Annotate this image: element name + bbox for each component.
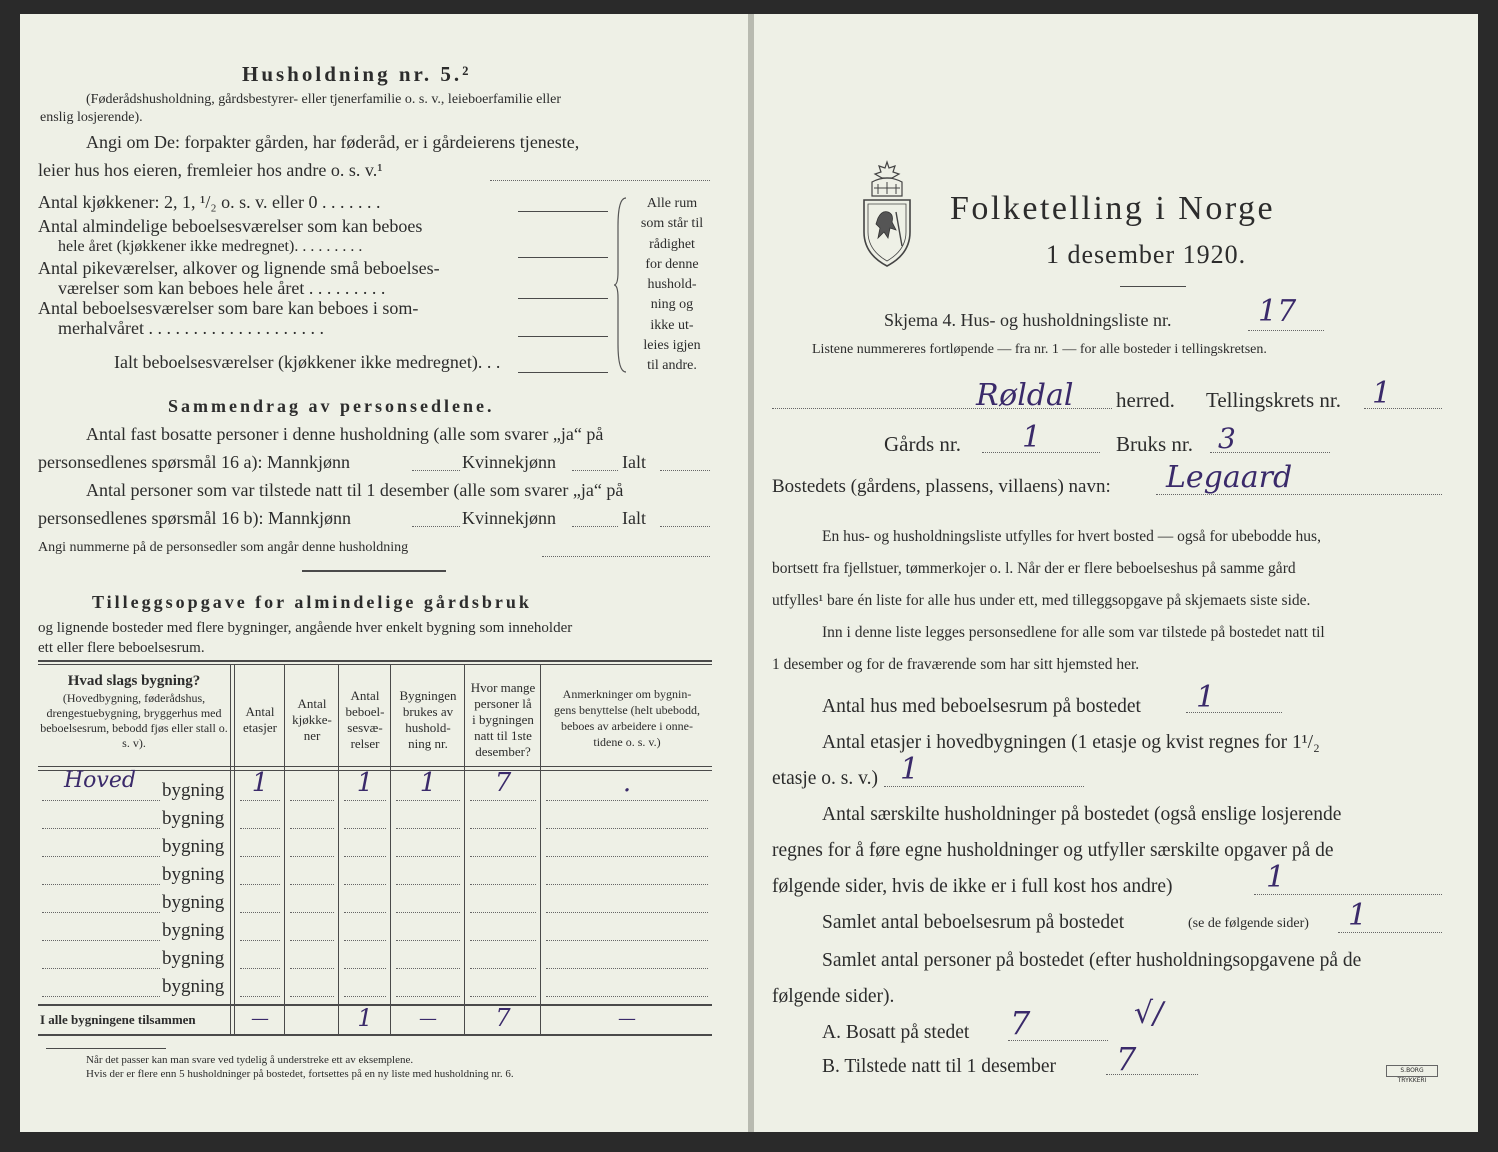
col-header-etasjer: Antal etasjer bbox=[243, 704, 277, 735]
main-date: 1 desember 1920. bbox=[1046, 240, 1247, 269]
para2-line-1: Inn i denne liste legges personsedlene for alle som var tilstede på bostedet natt til bbox=[822, 624, 1325, 641]
tellingskrets-label: Tellingskrets nr. bbox=[1206, 388, 1342, 412]
building-row-label: bygning bbox=[162, 836, 225, 857]
summary-kvinne-2: Kvinnekjønn bbox=[462, 508, 556, 528]
right-page bbox=[754, 14, 1478, 1132]
summary-ialt-2: Ialt bbox=[622, 508, 646, 528]
para1-line-1: En hus- og husholdningsliste utfylles for hvert bosted — også for ubebodde hus, bbox=[822, 528, 1321, 545]
rooms-ordinary-2: hele året (kjøkkener ikke medregnet). . . . . . . . . bbox=[58, 238, 363, 255]
building-row-label: bygning bbox=[162, 892, 225, 913]
col-header-anmerkninger: Anmerkninger om bygnin- gens benyttelse (helt ubebodd, beboes av arbeidere i onne- tidene o. s. v.) bbox=[554, 687, 700, 749]
building-name: Hoved bbox=[64, 768, 136, 793]
side-note: Alle rum som står til rådighet for denne hushold- ning og ikke ut- leies igjen til andre. bbox=[640, 196, 704, 374]
q-hus-value: 1 bbox=[1196, 680, 1216, 715]
tillegg-title: Tilleggsopgave for almindelige gårdsbruk bbox=[92, 592, 532, 612]
q-hush-line-1: Antal særskilte husholdninger på bostedet (også enslige losjerende bbox=[822, 804, 1342, 825]
col-header-kjokken: Antal kjøkke- ner bbox=[292, 696, 332, 743]
footnote-1: Når det passer kan man svare ved tydelig å understreke ett av eksemplene. bbox=[86, 1054, 414, 1066]
building-row-label: bygning bbox=[162, 976, 225, 997]
summary-ialt-1: Ialt bbox=[622, 452, 646, 472]
total-anmerkninger: — bbox=[618, 1008, 636, 1029]
q-etasjer-line-2: etasje o. s. v.) bbox=[772, 768, 878, 789]
coat-of-arms-icon bbox=[858, 160, 916, 270]
bosted-label: Bostedets (gårdens, plassens, villaens) navn: bbox=[772, 476, 1111, 497]
angi-nummer: Angi nummerne på de personsedler som angår denne husholdning bbox=[38, 540, 409, 555]
b-label: B. Tilstede natt til 1 desember bbox=[822, 1056, 1056, 1077]
angi-line-2: leier hus hos eieren, fremleier hos andre o. s. v.¹ bbox=[38, 160, 383, 180]
building-row-label: bygning bbox=[162, 948, 225, 969]
skjema-number: 17 bbox=[1258, 294, 1297, 329]
para1-line-3: utfylles¹ bare én liste for alle hus under ett, med tilleggsopgave på skjemaets siste side. bbox=[772, 592, 1311, 609]
tillegg-line-1: og lignende bosteder med flere bygninger, angående hver enkelt bygning som inneholder bbox=[38, 620, 573, 636]
household-title: Husholdning nr. 5.² bbox=[242, 62, 472, 86]
herred-label: herred. bbox=[1116, 388, 1175, 412]
para1-line-2: bortsett fra fjellstuer, tømmerkojer o. l. Når der er flere beboelseshus på samme gård bbox=[772, 560, 1296, 577]
rooms-maid-1: Antal pikeværelser, alkover og lignende små beboelses- bbox=[38, 258, 440, 278]
q-rum-small: (se de følgende sider) bbox=[1188, 916, 1309, 931]
main-title: Folketelling i Norge bbox=[950, 190, 1276, 227]
b-value: 7 bbox=[1116, 1040, 1137, 1078]
rooms-total: Ialt beboelsesværelser (kjøkkener ikke medregnet). . . bbox=[114, 352, 501, 372]
q-rum-value: 1 bbox=[1348, 898, 1368, 933]
cell-anm: . bbox=[622, 768, 632, 798]
tillegg-line-2: ett eller flere beboelsesrum. bbox=[38, 640, 205, 656]
q-etasjer-value: 1 bbox=[900, 752, 920, 787]
bruks-value: 3 bbox=[1218, 422, 1236, 455]
tellingskrets-value: 1 bbox=[1372, 376, 1392, 411]
intro-line-2: enslig losjerende). bbox=[40, 110, 143, 125]
col-header-husholdning: Bygningen brukes av hushold- ning nr. bbox=[399, 688, 457, 751]
angi-line-1: Angi om De: forpakter gården, har føderåd, er i gårdeierens tjeneste, bbox=[86, 132, 580, 152]
brace-icon bbox=[614, 196, 630, 374]
q-rum-label: Samlet antal beboelsesrum på bostedet bbox=[822, 912, 1125, 933]
total-label: I alle bygningene tilsammen bbox=[40, 1012, 196, 1027]
herred-value: Røldal bbox=[976, 378, 1074, 413]
rooms-summer-1: Antal beboelsesværelser som bare kan beboes i som- bbox=[38, 298, 419, 318]
col-header-vaerelser: Antal beboel- sesvæ- relser bbox=[345, 688, 385, 751]
q-pers-line-1: Samlet antal personer på bostedet (efter husholdningsopgavene på de bbox=[822, 950, 1362, 971]
left-page bbox=[20, 14, 748, 1132]
a-value: 7 bbox=[1010, 1004, 1031, 1042]
a-label: A. Bosatt på stedet bbox=[822, 1022, 970, 1043]
summary-title: Sammendrag av personsedlene. bbox=[168, 396, 495, 416]
listene-note: Listene nummereres fortløpende — fra nr. 1 — for alle bosteder i tellingskretsen. bbox=[812, 342, 1267, 357]
bruks-label: Bruks nr. bbox=[1116, 432, 1194, 456]
cell-etasjer: 1 bbox=[251, 768, 269, 798]
para2-line-2: 1 desember og for de fraværende som har sitt hjemsted her. bbox=[772, 656, 1140, 673]
rooms-summer-2: merhalvåret . . . . . . . . . . . . . . . . . . . . bbox=[58, 318, 324, 338]
q-etasjer-line-1: Antal etasjer i hovedbygningen (1 etasje og kvist regnes for 1¹/₂ bbox=[822, 732, 1320, 753]
check-mark: √/ bbox=[1134, 996, 1164, 1031]
total-vaerelser: 1 bbox=[357, 1004, 373, 1032]
gards-value: 1 bbox=[1022, 420, 1042, 455]
summary-line-4: personsedlenes spørsmål 16 b): Mannkjønn bbox=[38, 508, 351, 528]
skjema-label: Skjema 4. Hus- og husholdningsliste nr. bbox=[884, 310, 1172, 330]
building-row-label: bygning bbox=[162, 920, 225, 941]
total-personer: 7 bbox=[495, 1004, 511, 1032]
cell-hush: 1 bbox=[419, 768, 437, 798]
cell-personer: 7 bbox=[494, 768, 512, 798]
gards-label: Gårds nr. bbox=[884, 432, 961, 456]
footnote-2: Hvis der er flere enn 5 husholdninger på bostedet, fortsettes på en ny liste med husholdning nr. 6. bbox=[86, 1068, 514, 1080]
col-header-personer: Hvor mange personer lå i bygningen natt til 1ste desember? bbox=[470, 680, 536, 759]
total-husholdning: — bbox=[419, 1008, 437, 1029]
total-etasjer: — bbox=[251, 1008, 269, 1029]
q-pers-line-2: følgende sider). bbox=[772, 986, 895, 1007]
building-row-label: bygning bbox=[162, 780, 225, 801]
bosted-value: Legaard bbox=[1166, 460, 1293, 495]
printer-stamp: S.BORG TRYKKERI bbox=[1386, 1065, 1438, 1077]
building-row-label: bygning bbox=[162, 808, 225, 829]
building-row-label: bygning bbox=[162, 864, 225, 885]
q-hus-label: Antal hus med beboelsesrum på bostedet bbox=[822, 696, 1141, 717]
rooms-ordinary-1: Antal almindelige beboelsesværelser som kan beboes bbox=[38, 216, 423, 236]
q-hush-line-3: følgende sider, hvis de ikke er i full kost hos andre) bbox=[772, 876, 1173, 897]
summary-line-3: Antal personer som var tilstede natt til 1 desember (alle som svarer „ja“ på bbox=[86, 480, 624, 500]
cell-vaerelser: 1 bbox=[356, 768, 374, 798]
rooms-maid-2: værelser som kan beboes hele året . . . . . . . . . bbox=[58, 278, 386, 298]
summary-line-1: Antal fast bosatte personer i denne husholdning (alle som svarer „ja“ på bbox=[86, 424, 604, 444]
intro-line-1: (Føderådshusholdning, gårdsbestyrer- eller tjenerfamilie o. s. v., leieboerfamilie eller bbox=[86, 92, 562, 107]
summary-line-2: personsedlenes spørsmål 16 a): Mannkjønn bbox=[38, 452, 350, 472]
q-hush-line-2: regnes for å føre egne husholdninger og utfyller særskilte opgaver på de bbox=[772, 840, 1334, 861]
summary-kvinne-1: Kvinnekjønn bbox=[462, 452, 556, 472]
col-header-building: Hvad slags bygning? (Hovedbygning, føderådshus, drengestuebygning, bryggerhus med beboelsesrum, bebodd fjøs eller stall o. s. v). bbox=[40, 673, 228, 750]
q-hush-value: 1 bbox=[1266, 860, 1286, 895]
rooms-kitchens: Antal kjøkkener: 2, 1, ¹/₂ o. s. v. eller 0 . . . . . . . bbox=[38, 192, 381, 212]
